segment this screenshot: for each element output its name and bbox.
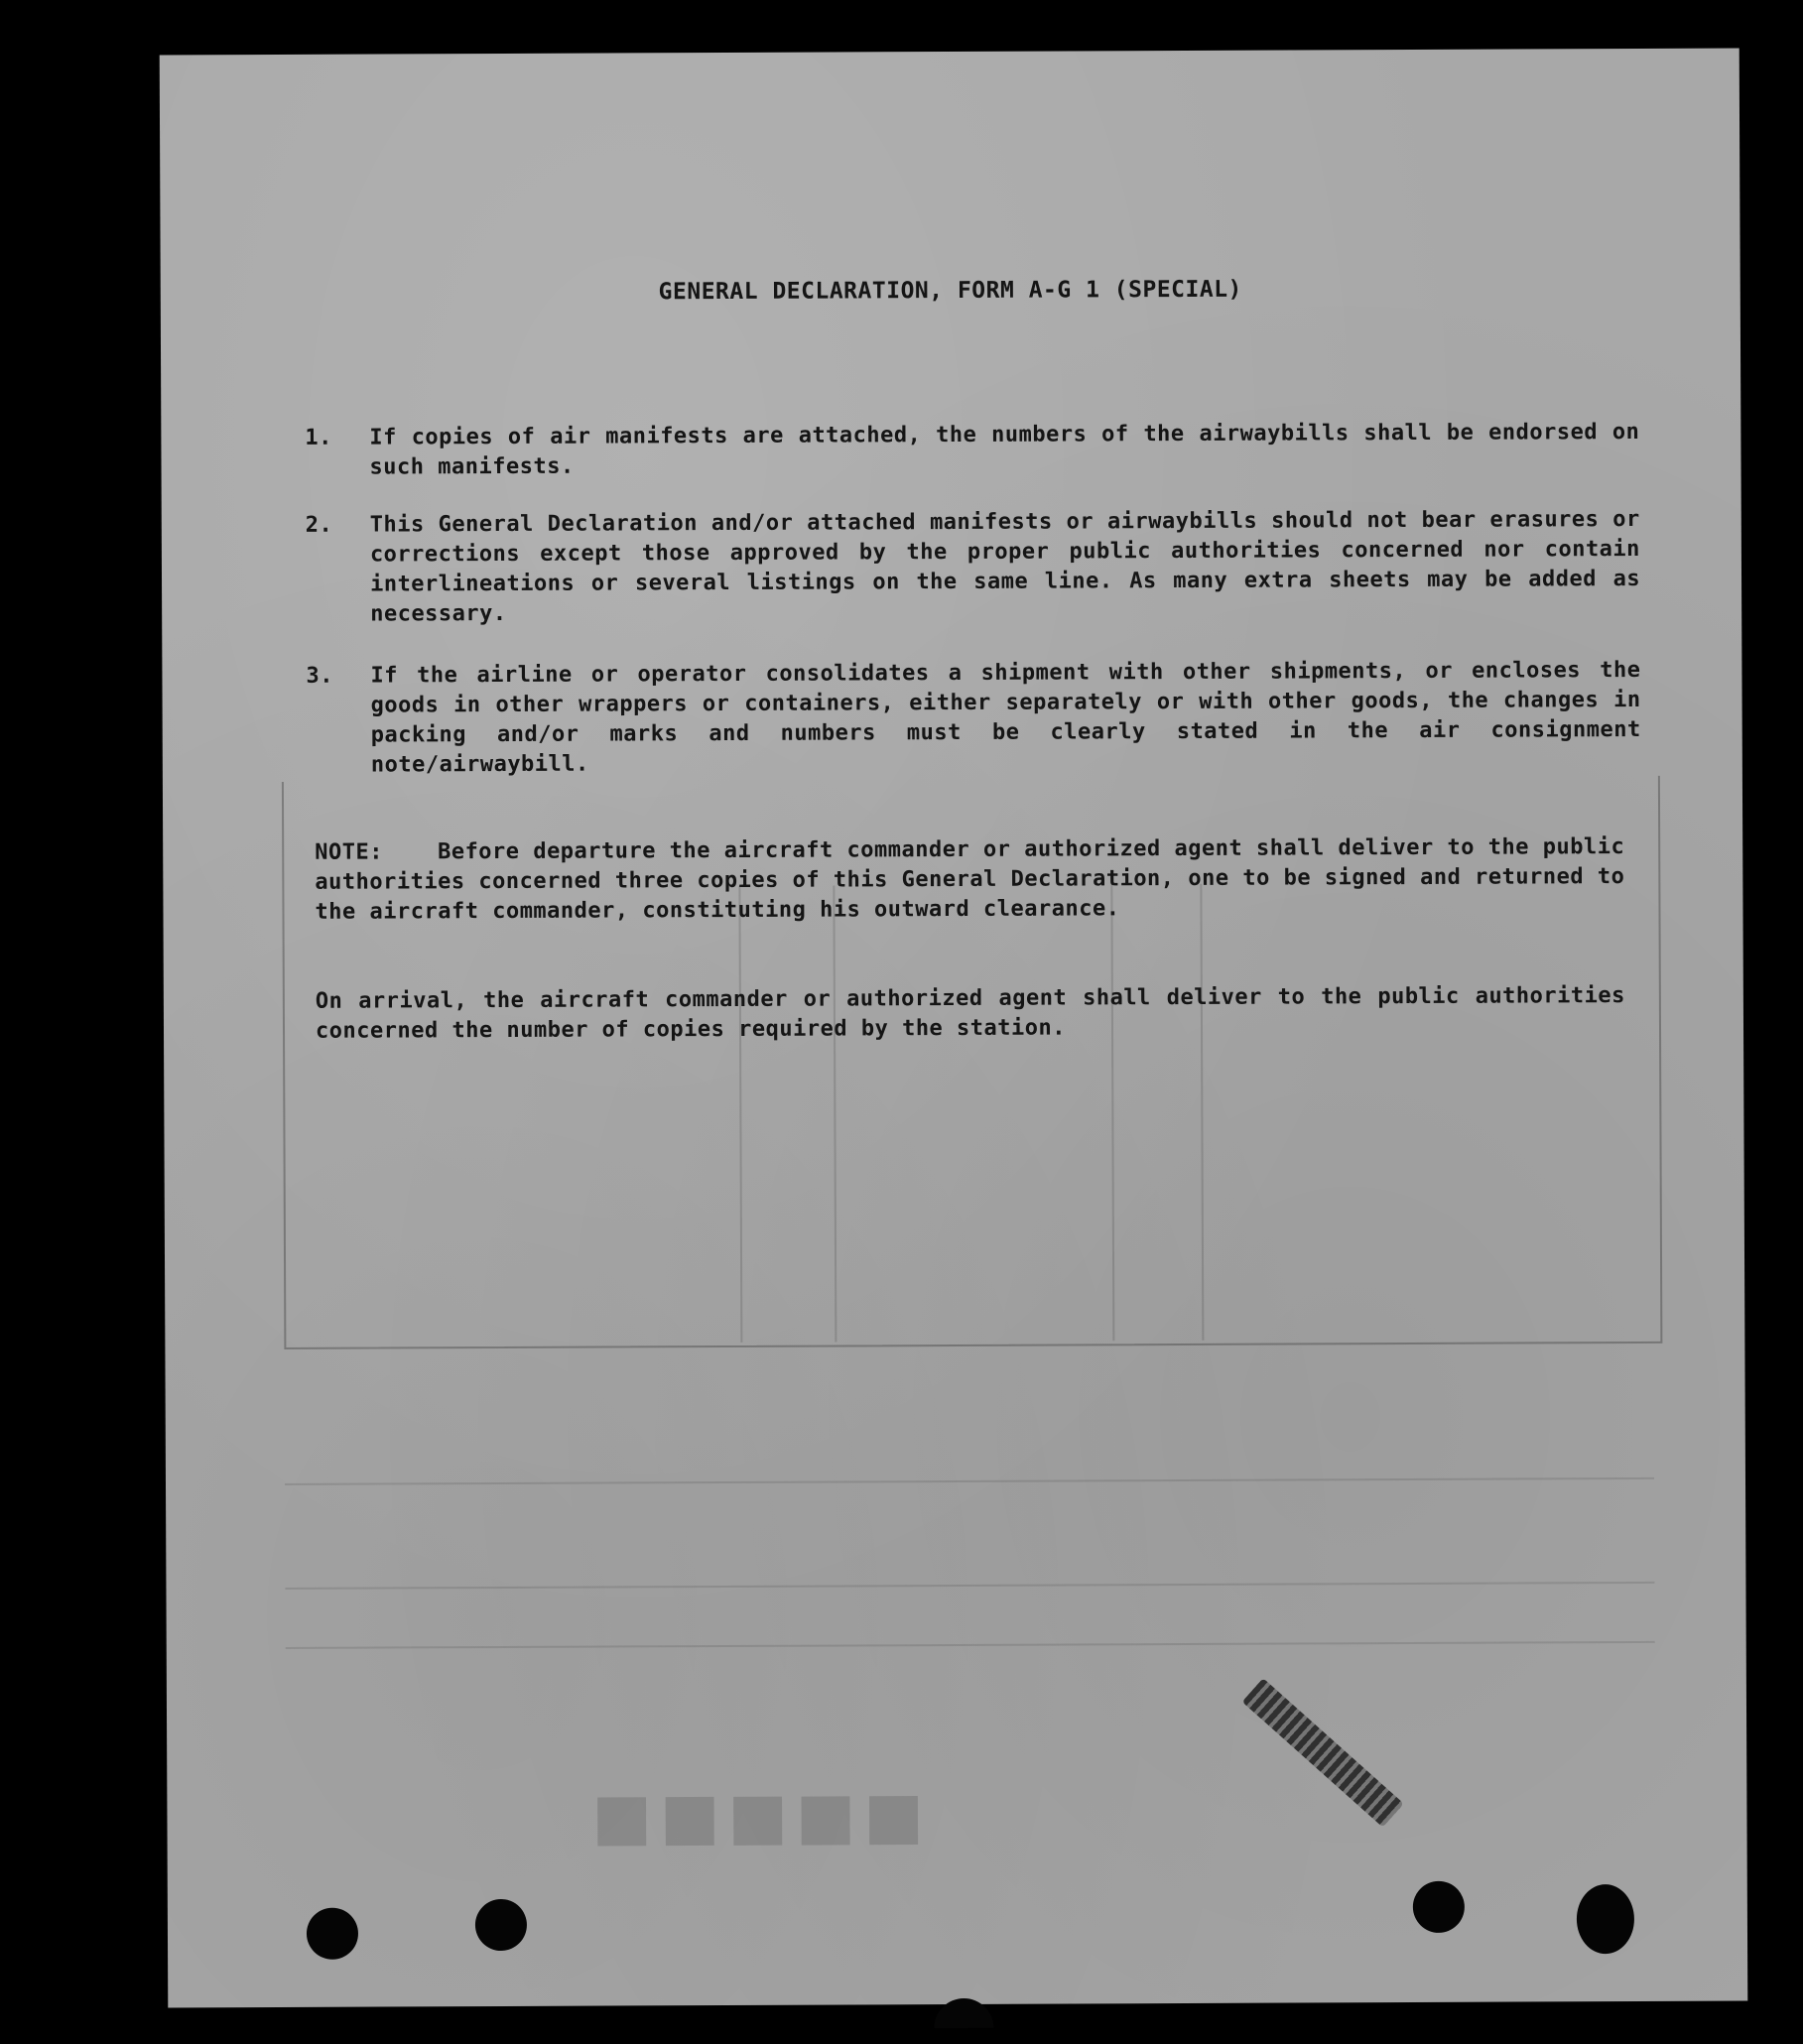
item-number: 3. [306, 663, 334, 689]
note-paragraph: On arrival, the aircraft commander or authorized agent shall deliver to the public authorities concerned the number of copies required by the station. [315, 983, 1625, 1044]
punch-hole [475, 1899, 527, 1951]
item-number: 1. [305, 425, 332, 450]
edge-tear [934, 1998, 993, 2028]
item-number: 2. [305, 512, 333, 538]
item-text: This General Declaration and/or attached manifests or airwaybills should not bear erasures or corrections except those approved by the proper public authorities concerned nor contain interlineations or several listings on the same line. As many extra sheets may be added as necessary. [369, 506, 1641, 627]
page-title: GENERAL DECLARATION, FORM A-G 1 (SPECIAL) [658, 276, 1242, 306]
list-item [305, 418, 1639, 483]
document-sheet [160, 49, 1748, 2008]
item-text: If copies of air manifests are attached, the numbers of the airwaybills shall be endorsed on such manifests. [369, 419, 1640, 480]
bleedthrough-rule [286, 1641, 1655, 1649]
list-item [306, 505, 1641, 630]
bleedthrough-rule [285, 1582, 1654, 1590]
list-item [306, 656, 1641, 781]
bleedthrough-rule [285, 1477, 1654, 1485]
punch-hole [1577, 1884, 1634, 1954]
ink-stamp [1242, 1678, 1404, 1827]
punch-hole [1413, 1881, 1465, 1933]
bleedthrough-heading: ■■■■■ [583, 1778, 924, 1854]
punch-hole [307, 1908, 358, 1960]
item-text: If the airline or operator consolidates a shipment with other shipments, or encloses the goods in other wrappers or containers, either separately or with other goods, the changes in packing and/or marks and numbers must be clearly stated in the air consignment note/airwaybill. [370, 657, 1641, 778]
note-paragraph: NOTE: Before departure the aircraft commander or authorized agent shall deliver to the public authorities concerned three copies of this General Declaration, one to be signed and returned to the aircraft commander, constituting his outward clearance. [315, 833, 1639, 925]
